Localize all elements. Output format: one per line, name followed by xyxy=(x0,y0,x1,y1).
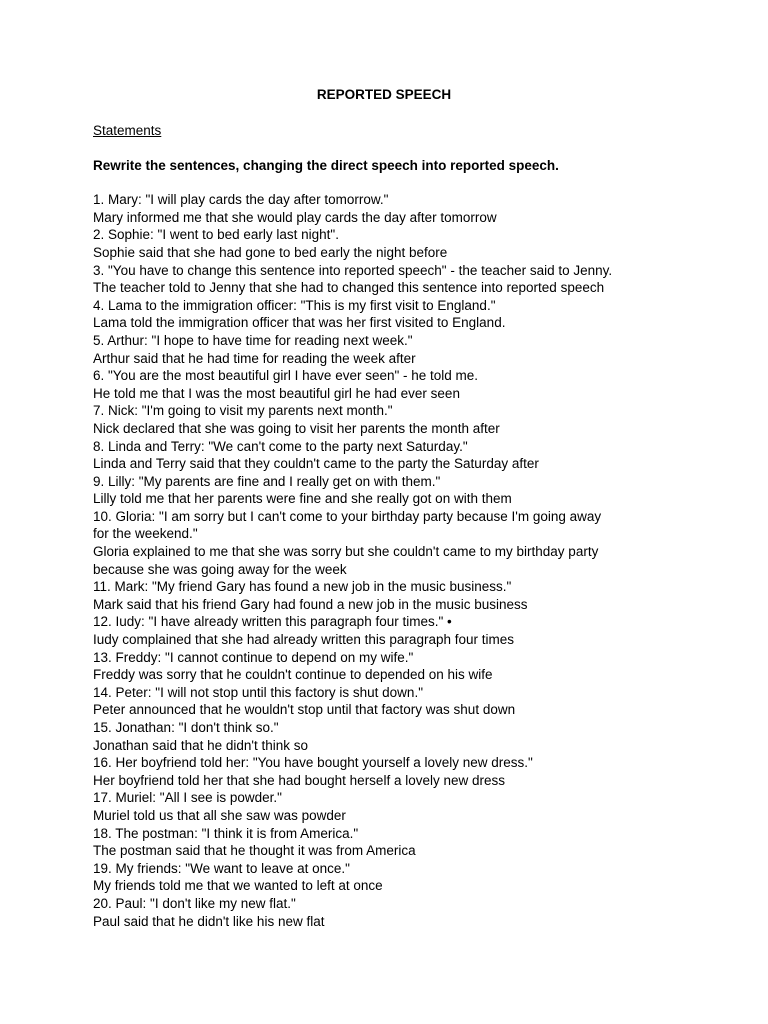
exercise-line: 9. Lilly: "My parents are fine and I really get on with them." xyxy=(93,473,441,489)
document-page xyxy=(93,86,713,930)
exercise-line: The teacher told to Jenny that she had to changed this sentence into reported speech xyxy=(93,280,605,296)
exercise-line: 19. My friends: "We want to leave at once." xyxy=(93,860,350,876)
exercise-line: Freddy was sorry that he couldn't continue to depended on his wife xyxy=(93,667,493,683)
exercise-line: My friends told me that we wanted to left at once xyxy=(93,878,383,894)
exercise-line: The postman said that he thought it was from America xyxy=(93,843,416,859)
exercise-lines xyxy=(93,191,713,930)
exercise-line: Jonathan said that he didn't think so xyxy=(93,737,308,753)
exercise-line: Lilly told me that her parents were fine and she really got on with them xyxy=(93,491,512,507)
exercise-line: 13. Freddy: "I cannot continue to depend on my wife." xyxy=(93,649,414,665)
document-title: REPORTED SPEECH xyxy=(316,87,452,102)
exercise-line: 6. "You are the most beautiful girl I have ever seen" - he told me. xyxy=(93,368,479,384)
exercise-line: 4. Lama to the immigration officer: "This is my first visit to England." xyxy=(93,297,496,313)
exercise-line: Iudy complained that she had already written this paragraph four times xyxy=(93,632,514,648)
exercise-line: Sophie said that she had gone to bed early the night before xyxy=(93,244,448,260)
exercise-line: 7. Nick: "I'm going to visit my parents next month." xyxy=(93,403,393,419)
exercise-line: because she was going away for the week xyxy=(93,561,347,577)
exercise-line: Gloria explained to me that she was sorry but she couldn't came to my birthday party xyxy=(93,544,599,560)
exercise-line: 20. Paul: "I don't like my new flat." xyxy=(93,895,296,911)
exercise-line: 18. The postman: "I think it is from America." xyxy=(93,825,359,841)
exercise-line: Mary informed me that she would play cards the day after tomorrow xyxy=(93,209,497,225)
exercise-line: 12. Iudy: "I have already written this paragraph four times." • xyxy=(93,614,452,630)
exercise-line: 8. Linda and Terry: "We can't come to the party next Saturday." xyxy=(93,438,468,454)
exercise-line: 14. Peter: "I will not stop until this factory is shut down." xyxy=(93,684,423,700)
exercise-line: 2. Sophie: "I went to bed early last night". xyxy=(93,227,339,243)
exercise-line: Arthur said that he had time for reading the week after xyxy=(93,350,416,366)
exercise-line: Peter announced that he wouldn't stop until that factory was shut down xyxy=(93,702,516,718)
section-heading: Statements xyxy=(93,123,162,138)
exercise-line: 16. Her boyfriend told her: "You have bought yourself a lovely new dress." xyxy=(93,755,533,771)
exercise-line: Mark said that his friend Gary had found a new job in the music business xyxy=(93,596,528,612)
exercise-line: 15. Jonathan: "I don't think so." xyxy=(93,720,279,735)
exercise-line: Muriel told us that all she saw was powder xyxy=(93,807,346,823)
exercise-line: 11. Mark: "My friend Gary has found a new job in the music business." xyxy=(93,579,512,595)
exercise-line: Paul said that he didn't like his new flat xyxy=(93,913,325,929)
exercise-line: He told me that I was the most beautiful girl he had ever seen xyxy=(93,385,460,401)
exercise-instruction: Rewrite the sentences, changing the direct speech into reported speech. xyxy=(93,157,559,173)
exercise-line: 5. Arthur: "I hope to have time for reading next week." xyxy=(93,332,413,348)
exercise-line: Her boyfriend told her that she had bought herself a lovely new dress xyxy=(93,772,505,788)
exercise-line: Linda and Terry said that they couldn't came to the party the Saturday after xyxy=(93,456,539,472)
exercise-line: 1. Mary: "I will play cards the day after tomorrow." xyxy=(93,192,389,208)
exercise-line: for the weekend." xyxy=(93,526,198,542)
exercise-line: 10. Gloria: "I am sorry but I can't come to your birthday party because I'm going away xyxy=(93,508,602,524)
exercise-line: 3. "You have to change this sentence into reported speech" - the teacher said to Jenny. xyxy=(93,262,613,278)
exercise-line: 17. Muriel: "All I see is powder." xyxy=(93,790,282,806)
exercise-line: Nick declared that she was going to visit her parents the month after xyxy=(93,420,500,436)
exercise-line: Lama told the immigration officer that was her first visited to England. xyxy=(93,315,506,331)
